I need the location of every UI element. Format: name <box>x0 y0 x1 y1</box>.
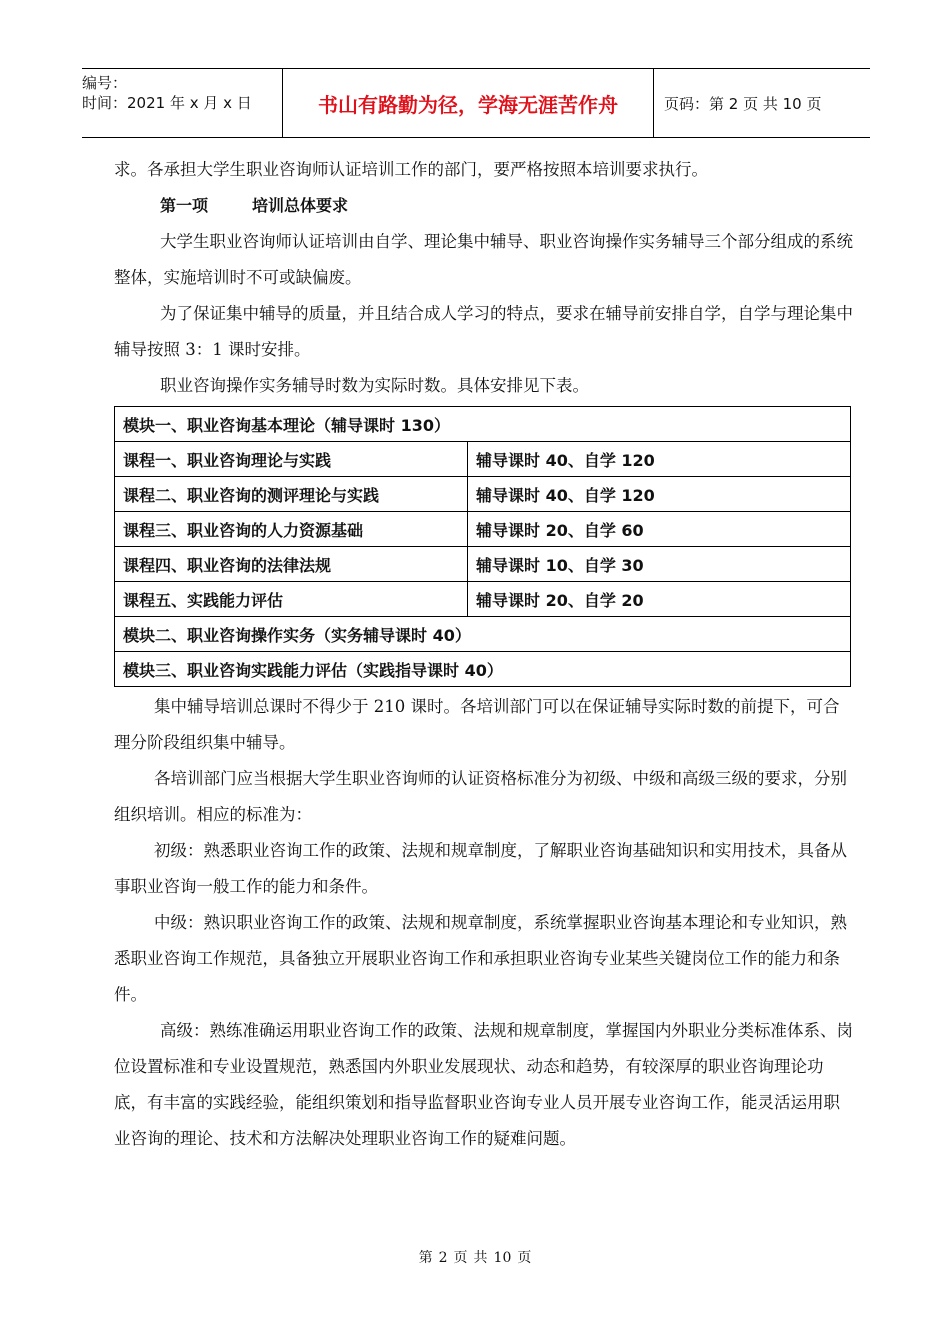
course-name: 课程三、职业咨询的人力资源基础 <box>115 512 468 547</box>
course-hours: 辅导课时 40、自学 120 <box>468 477 851 512</box>
footer-ye: 页 <box>453 1250 468 1266</box>
table-row-module3 <box>115 652 851 687</box>
table-row <box>115 547 851 582</box>
header-motto: 书山有路勤为径，学海无涯苦作舟 <box>282 69 654 137</box>
table-row <box>115 512 851 547</box>
section-title: 培训总体要求 <box>252 196 349 215</box>
module3-cell: 模块三、职业咨询实践能力评估（实践指导课时 40） <box>115 652 851 687</box>
table-row <box>115 582 851 617</box>
footer-di: 第 <box>418 1250 433 1266</box>
paragraph-level-junior: 初级：熟悉职业咨询工作的政策、法规和规章制度，了解职业咨询基础知识和实用技术，具备从事职业咨询一般工作的能力和条件。 <box>114 841 847 896</box>
module1-cell: 模块一、职业咨询基本理论（辅导课时 130） <box>115 407 851 442</box>
paragraph-levels-intro: 各培训部门应当根据大学生职业咨询师的认证资格标准分为初级、中级和高级三级的要求，分别组织培训。相应的标准为： <box>114 769 847 824</box>
paragraph-practice-hours: 职业咨询操作实务辅导时数为实际时数。具体安排见下表。 <box>160 376 589 395</box>
document-date: 时间：2021 年 x 月 x 日 <box>82 94 252 112</box>
paragraph-study-ratio: 为了保证集中辅导的质量，并且结合成人学习的特点，要求在辅导前安排自学，自学与理论集中辅导按照 3：1 课时安排。 <box>114 304 853 359</box>
section-number: 第一项 <box>160 196 209 215</box>
footer-ye2: 页 <box>517 1250 532 1266</box>
module2-cell: 模块二、职业咨询操作实务（实务辅导课时 40） <box>115 617 851 652</box>
document-number-label: 编号： <box>82 74 128 92</box>
paragraph-continuation: 求。各承担大学生职业咨询师认证培训工作的部门，要严格按照本培训要求执行。 <box>114 160 708 179</box>
course-name: 课程一、职业咨询理论与实践 <box>115 442 468 477</box>
table-row <box>115 442 851 477</box>
paragraph-level-senior: 高级：熟练准确运用职业咨询工作的政策、法规和规章制度，掌握国内外职业分类标准体系、岗位设置标准和专业设置规范，熟悉国内外职业发展现状、动态和趋势，有较深厚的职业咨询理论功底，有丰富的实践经验，能组织策划和指导监督职业咨询专业人员开展专业咨询工作，能灵活运用职业咨询的理论、技术和方法解决处理职业咨询工作的疑难问题。 <box>114 1021 853 1148</box>
document-body <box>114 152 854 1157</box>
paragraph-total-hours: 集中辅导培训总课时不得少于 210 课时。各培训部门可以在保证辅导实际时数的前提下，可合理分阶段组织集中辅导。 <box>114 697 840 752</box>
footer-total-pages: 10 <box>493 1250 512 1266</box>
course-name: 课程四、职业咨询的法律法规 <box>115 547 468 582</box>
paragraph-level-intermediate: 中级：熟识职业咨询工作的政策、法规和规章制度，系统掌握职业咨询基本理论和专业知识，熟悉职业咨询工作规范，具备独立开展职业咨询工作和承担职业咨询专业某些关键岗位工作的能力和条件。 <box>114 913 847 1004</box>
table-row-module2 <box>115 617 851 652</box>
course-hours-table <box>114 406 851 687</box>
course-name: 课程五、实践能力评估 <box>115 582 468 617</box>
footer-page-number: 2 <box>438 1250 448 1266</box>
course-hours: 辅导课时 20、自学 20 <box>468 582 851 617</box>
header-page-info: 页码：第 2 页 共 10 页 <box>664 94 822 113</box>
course-hours: 辅导课时 40、自学 120 <box>468 442 851 477</box>
section-heading <box>114 188 854 224</box>
page-footer <box>0 1247 950 1267</box>
header-meta <box>82 69 282 137</box>
table-row-module1 <box>115 407 851 442</box>
table-row <box>115 477 851 512</box>
course-hours: 辅导课时 20、自学 60 <box>468 512 851 547</box>
page-header <box>82 68 870 138</box>
course-hours: 辅导课时 10、自学 30 <box>468 547 851 582</box>
paragraph-training-structure: 大学生职业咨询师认证培训由自学、理论集中辅导、职业咨询操作实务辅导三个部分组成的系统整体，实施培训时不可或缺偏废。 <box>114 232 853 287</box>
course-name: 课程二、职业咨询的测评理论与实践 <box>115 477 468 512</box>
footer-gong: 共 <box>473 1250 488 1266</box>
